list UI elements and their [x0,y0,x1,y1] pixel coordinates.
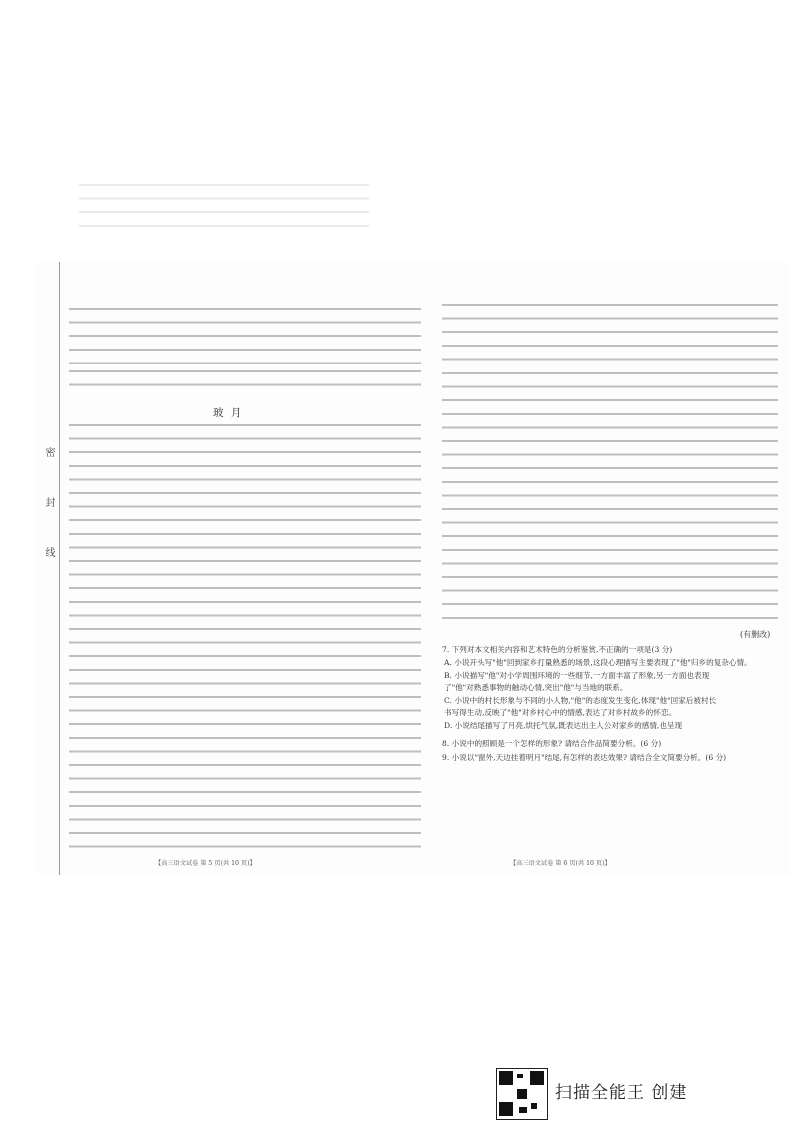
question-7-option-a: A. 小说开头写"他"回到家乡打量熟悉的场景,这段心理描写主要表现了"他"归乡的复杂心情。 [444,658,752,667]
question-8: 8. 小说中的照顾是一个怎样的形象? 请结合作品简要分析。(6 分) [442,739,662,748]
scanned-exam-sheet [35,262,790,875]
story-body-text [442,300,778,620]
page-footer-right: 【高三语文试卷 第 6 页(共 10 页)】 [510,860,611,867]
right-column [440,262,785,875]
left-column [65,262,435,875]
question-7-heading: 7. 下列对本文相关内容和艺术特色的分析鉴赏,不正确的一项是(3 分) [442,645,673,654]
question-7-option-b: B. 小说描写"他"对小学周围环境的一些细节,一方面丰富了形象,另一方面也表现 [444,671,710,680]
passage-text-block [69,366,421,394]
question-7-option-d: D. 小说结尾描写了月亮,烘托气氛,既表达出主人公对家乡的感情,也呈现 [444,721,683,730]
source-tag: (有删改) [740,630,771,639]
question-9: 9. 小说以"窗外,天边挂着明月"结尾,有怎样的表达效果? 请结合全文简要分析。(6 分) [442,753,727,762]
passage-text-block [69,304,421,364]
question-7-option-c-cont: 书写得生动,反映了"他"对乡村心中的情感,表达了对乡村故乡的怀恋。 [444,708,677,717]
page-footer-left: 【高三语文试卷 第 5 页(共 10 页)】 [155,860,256,867]
binding-margin: 密 封 线 [35,262,60,875]
story-body-text [69,420,421,852]
question-7-option-c: C. 小说中的村长形象与不同的小人物,"他"的态度发生变化,体现"他"回家后被村长 [444,696,717,705]
scanner-watermark: 扫描全能王 创建 [555,1083,688,1103]
qr-code-icon [496,1068,548,1120]
story-title: 玻 月 [213,407,244,419]
question-7-option-b-cont: 了"他"对熟悉事物的触动心情,突出"他"与当地的联系。 [444,683,628,692]
